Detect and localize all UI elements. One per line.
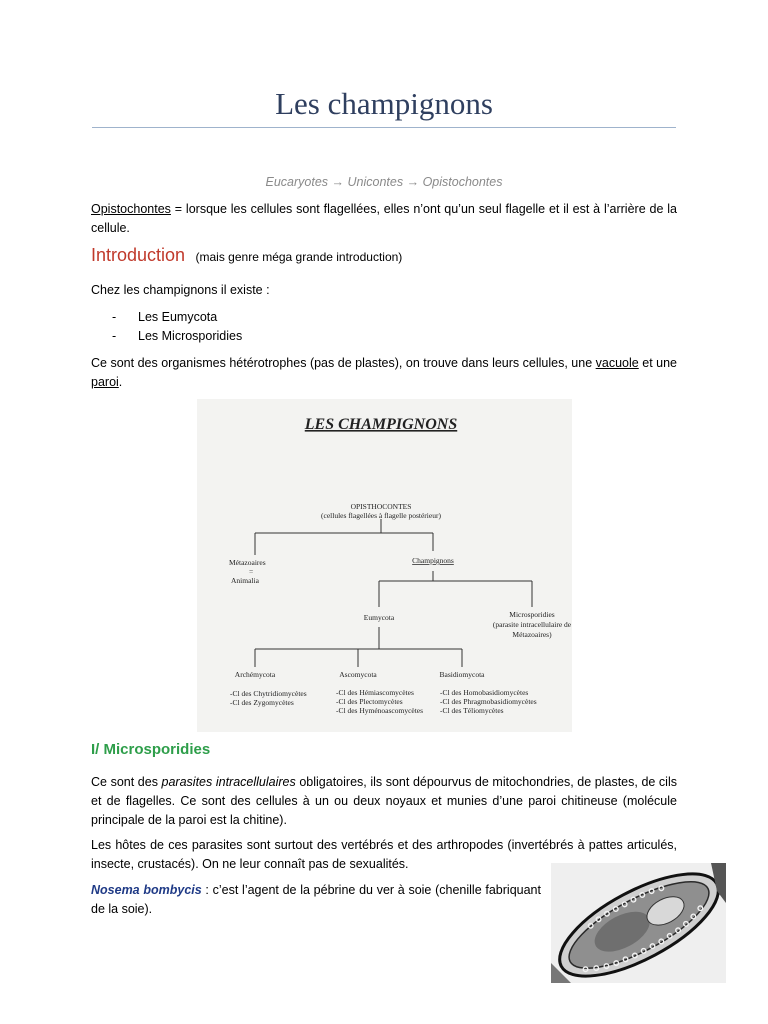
node-opisthocontes-sub: (cellules flagellées à flagelle postérieur) <box>321 511 441 520</box>
node-animalia: Animalia <box>231 576 259 585</box>
micro-text: Ce sont des <box>91 775 162 789</box>
intro-text: Ce sont des organismes hétérotrophes (pas de plastes), on trouve dans leurs cellules, une <box>91 356 596 370</box>
lineage-unicontes: Unicontes <box>347 175 404 189</box>
micro-paragraph-3 <box>91 881 541 919</box>
node-eumycota: Eumycota <box>363 613 395 622</box>
node-ascomycota: Ascomycota <box>339 670 377 679</box>
paroi-term: paroi <box>91 375 119 389</box>
class-label: -Cl des Hémiascomycètes <box>336 688 414 697</box>
intro-heading: Introduction <box>91 245 186 265</box>
nosema-term: Nosema bombycis <box>91 883 202 897</box>
node-microsporidies-sub: (parasite intracellulaire de <box>492 620 572 629</box>
micro-paragraph-2: Les hôtes de ces parasites sont surtout des vertébrés et des arthropodes (invertébrés à pattes articulés, insecte, crustacés). On ne leur connaît pas de sexualités. <box>91 838 677 871</box>
intro-heading-row <box>91 245 402 266</box>
lineage-opistochontes: Opistochontes <box>422 175 503 189</box>
node-opisthocontes: OPISTHOCONTES <box>350 502 412 511</box>
list-item-label: Les Eumycota <box>138 310 218 324</box>
arrow-icon: → <box>406 175 420 189</box>
node-eq: = <box>249 567 254 576</box>
intro-paragraph <box>91 354 677 392</box>
node-microsporidies-sub2: Métazoaires) <box>512 630 552 639</box>
class-label: -Cl des Zygomycètes <box>230 698 294 707</box>
figure-title: LES CHAMPIGNONS <box>304 416 458 433</box>
list-item: - Les Microsporidies <box>112 327 242 346</box>
micro-paragraph-1 <box>91 773 677 830</box>
class-label: -Cl des Chytridiomycètes <box>230 689 307 698</box>
title-rule <box>92 127 676 128</box>
class-label: -Cl des Phragmobasidiomycètes <box>440 697 537 706</box>
class-label: -Cl des Plectomycètes <box>336 697 403 706</box>
opisto-text: = lorsque les cellules sont flagellées, elles n’ont qu’un seul flagelle et il est à l’arrière de la cellule. <box>91 202 677 235</box>
vacuole-term: vacuole <box>595 356 639 370</box>
microsporidie-micrograph <box>551 863 726 983</box>
node-basidiomycota: Basidiomycota <box>439 670 485 679</box>
micro-text: obligatoires, ils sont dépourvus de mitochondries, de plastes, de cils et de flagelles. Ce sont des cellules à un ou deux noyaux et munies d’une paroi chitineuse (molécule principale de la paroi est la chitine). <box>91 775 677 827</box>
tree-lines <box>255 519 532 667</box>
class-label: -Cl des Homobasidiomycètes <box>440 688 529 697</box>
intro-text: . <box>118 375 123 389</box>
opisto-term: Opistochontes <box>91 202 171 216</box>
node-microsporidies: Microsporidies <box>509 610 555 619</box>
node-champignons: Champignons <box>412 556 454 565</box>
micro-text: : c’est l’agent de la pébrine du ver à soie (chenille fabriquant de la soie). <box>91 883 541 916</box>
lineage-eucaryotes: Eucaryotes <box>265 175 329 189</box>
intro-text: et une <box>638 356 678 370</box>
list-item: - Les Eumycota <box>112 308 242 327</box>
classification-tree <box>197 399 572 732</box>
intro-lead: Chez les champignons il existe : <box>91 283 270 297</box>
node-metazoaires: Métazoaires <box>229 558 266 567</box>
section-heading-microsporidies: I/ Microsporidies <box>91 741 211 758</box>
classification-figure <box>197 399 572 732</box>
class-label: -Cl des Téliomycètes <box>440 706 504 715</box>
micrograph-illustration <box>551 863 726 983</box>
intro-list <box>112 308 242 346</box>
class-label: -Cl des Hyménoascomycètes <box>336 706 424 715</box>
page-title: Les champignons <box>275 86 493 121</box>
arrow-icon: → <box>331 175 345 189</box>
lineage-line <box>0 175 768 189</box>
list-item-label: Les Microsporidies <box>138 329 243 343</box>
node-archemycota: Archémycota <box>234 670 276 679</box>
opisto-definition <box>91 200 677 238</box>
micro-emphasis: parasites intracellulaires <box>161 775 296 789</box>
intro-subtitle: (mais genre méga grande introduction) <box>195 250 403 264</box>
